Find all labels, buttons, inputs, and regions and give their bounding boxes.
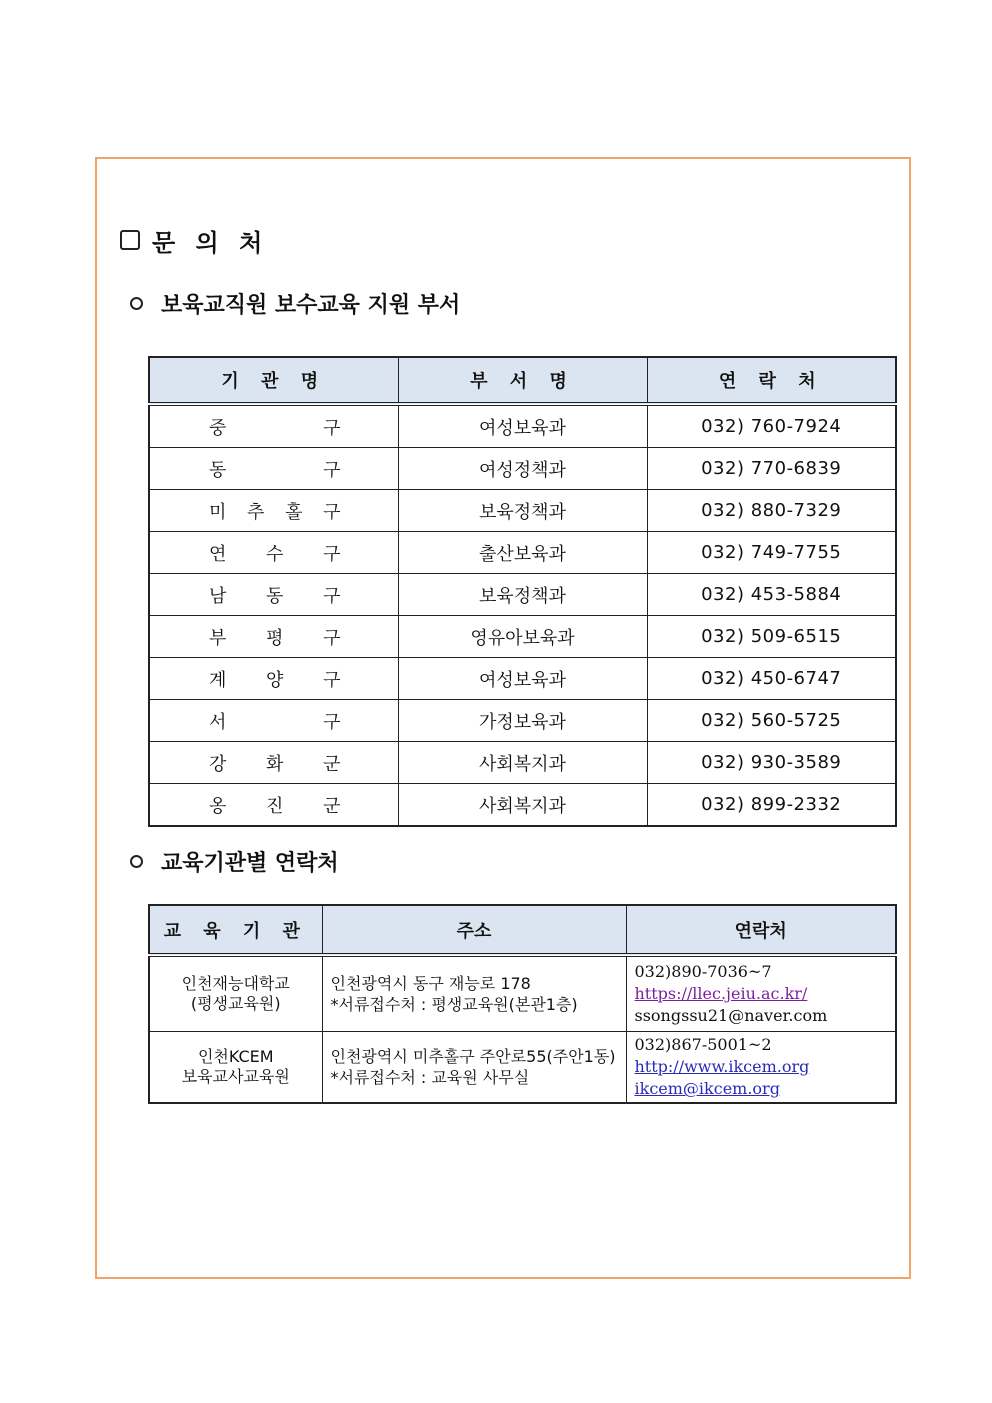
org-name-char: 구 bbox=[323, 669, 341, 691]
table-row bbox=[149, 784, 896, 827]
dept-name: 여성정책과 bbox=[398, 448, 647, 490]
phone-number: 032) 509-6515 bbox=[647, 616, 896, 658]
table-row bbox=[149, 742, 896, 784]
phone-number: 032) 450-6747 bbox=[647, 658, 896, 700]
header-org: 기 관 명 bbox=[149, 357, 398, 404]
section-title-text: 문 의 처 bbox=[152, 228, 269, 257]
header-contact: 연락처 bbox=[626, 905, 896, 955]
org-name-char: 진 bbox=[266, 795, 284, 817]
dept-name: 여성보육과 bbox=[398, 658, 647, 700]
circle-bullet-icon bbox=[130, 855, 143, 868]
institution-name-line: 보육교사교육원 bbox=[181, 1067, 290, 1086]
table-row bbox=[149, 955, 896, 1032]
email-link[interactable]: ikcem@ikcem.org bbox=[634, 1079, 780, 1098]
org-name-char: 홀 bbox=[285, 501, 303, 523]
org-name-char: 동 bbox=[209, 459, 227, 481]
org-name bbox=[149, 404, 398, 448]
institution-name-line: (평생교육원) bbox=[190, 994, 281, 1013]
institution-name-line: 인천재능대학교 bbox=[181, 974, 290, 993]
org-name bbox=[149, 742, 398, 784]
support-table-header bbox=[149, 357, 896, 404]
org-name-char: 구 bbox=[323, 543, 341, 565]
contact-email: ssongssu21@naver.com bbox=[634, 1006, 828, 1025]
table-row bbox=[149, 490, 896, 532]
checkbox-icon bbox=[120, 230, 140, 250]
org-name-char: 동 bbox=[266, 585, 284, 607]
org-name-char: 강 bbox=[209, 753, 227, 775]
address-line: *서류접수처 : 평생교육원(본관1층) bbox=[330, 995, 578, 1014]
org-name bbox=[149, 574, 398, 616]
org-name bbox=[149, 532, 398, 574]
contact-phone: 032)867-5001~2 bbox=[634, 1035, 772, 1054]
table-row bbox=[149, 574, 896, 616]
phone-number: 032) 880-7329 bbox=[647, 490, 896, 532]
org-name-char: 남 bbox=[209, 585, 227, 607]
dept-name: 보육정책과 bbox=[398, 574, 647, 616]
org-name-char: 서 bbox=[209, 711, 227, 733]
phone-number: 032) 453-5884 bbox=[647, 574, 896, 616]
org-name-char: 부 bbox=[209, 627, 227, 649]
table-row bbox=[149, 658, 896, 700]
contact-phone: 032)890-7036~7 bbox=[634, 962, 772, 981]
table-row bbox=[149, 700, 896, 742]
org-name-char: 양 bbox=[266, 669, 284, 691]
table-row bbox=[149, 532, 896, 574]
address-line: *서류접수처 : 교육원 사무실 bbox=[330, 1068, 530, 1087]
table-row bbox=[149, 404, 896, 448]
institutions-table bbox=[148, 904, 897, 1104]
dept-name: 보육정책과 bbox=[398, 490, 647, 532]
org-name-char: 추 bbox=[247, 501, 265, 523]
org-name-char: 구 bbox=[323, 417, 341, 439]
institution-contact bbox=[626, 1032, 896, 1104]
header-dept: 부 서 명 bbox=[398, 357, 647, 404]
institution-name-line: 인천KCEM bbox=[197, 1047, 274, 1066]
org-name-char: 미 bbox=[209, 501, 227, 523]
institution-name bbox=[149, 1032, 322, 1104]
org-name-char: 구 bbox=[323, 585, 341, 607]
phone-number: 032) 760-7924 bbox=[647, 404, 896, 448]
phone-number: 032) 930-3589 bbox=[647, 742, 896, 784]
org-name-char: 평 bbox=[266, 627, 284, 649]
phone-number: 032) 899-2332 bbox=[647, 784, 896, 827]
circle-bullet-icon bbox=[130, 297, 143, 310]
institution-contact bbox=[626, 955, 896, 1032]
org-name-char: 구 bbox=[323, 459, 341, 481]
institution-address bbox=[322, 955, 626, 1032]
institutions-table-header bbox=[149, 905, 896, 955]
org-name-char: 화 bbox=[266, 753, 284, 775]
org-name-char: 옹 bbox=[209, 795, 227, 817]
org-name-char: 중 bbox=[209, 417, 227, 439]
phone-number: 032) 560-5725 bbox=[647, 700, 896, 742]
institutions-heading bbox=[130, 846, 339, 877]
org-name bbox=[149, 448, 398, 490]
institutions-heading-text: 교육기관별 연락처 bbox=[161, 851, 339, 876]
header-phone: 연 락 처 bbox=[647, 357, 896, 404]
dept-name: 사회복지과 bbox=[398, 784, 647, 827]
org-name bbox=[149, 658, 398, 700]
dept-name: 여성보육과 bbox=[398, 404, 647, 448]
org-name-char: 수 bbox=[266, 543, 284, 565]
support-heading-text: 보육교직원 보수교육 지원 부서 bbox=[161, 293, 461, 318]
org-name-char: 연 bbox=[209, 543, 227, 565]
phone-number: 032) 770-6839 bbox=[647, 448, 896, 490]
org-name-char: 군 bbox=[323, 753, 341, 775]
table-row bbox=[149, 1032, 896, 1104]
phone-number: 032) 749-7755 bbox=[647, 532, 896, 574]
header-institution: 교 육 기 관 bbox=[149, 905, 322, 955]
dept-name: 출산보육과 bbox=[398, 532, 647, 574]
table-row bbox=[149, 616, 896, 658]
org-name-char: 군 bbox=[323, 795, 341, 817]
table-row bbox=[149, 448, 896, 490]
org-name-char: 구 bbox=[323, 501, 341, 523]
address-line: 인천광역시 동구 재능로 178 bbox=[330, 974, 531, 993]
dept-name: 사회복지과 bbox=[398, 742, 647, 784]
org-name bbox=[149, 700, 398, 742]
header-address: 주소 bbox=[322, 905, 626, 955]
dept-name: 영유아보육과 bbox=[398, 616, 647, 658]
institution-name bbox=[149, 955, 322, 1032]
address-line: 인천광역시 미추홀구 주안로55(주안1동) bbox=[330, 1047, 616, 1066]
support-table bbox=[148, 356, 897, 827]
support-heading bbox=[130, 288, 460, 319]
dept-name: 가정보육과 bbox=[398, 700, 647, 742]
website-link[interactable]: http://www.ikcem.org bbox=[634, 1057, 810, 1076]
org-name bbox=[149, 616, 398, 658]
org-name-char: 구 bbox=[323, 627, 341, 649]
institution-address bbox=[322, 1032, 626, 1104]
org-name bbox=[149, 784, 398, 827]
org-name-char: 구 bbox=[323, 711, 341, 733]
org-name-char: 계 bbox=[209, 669, 227, 691]
section-title bbox=[120, 224, 268, 256]
org-name bbox=[149, 490, 398, 532]
website-link[interactable]: https://llec.jeiu.ac.kr/ bbox=[634, 984, 808, 1003]
